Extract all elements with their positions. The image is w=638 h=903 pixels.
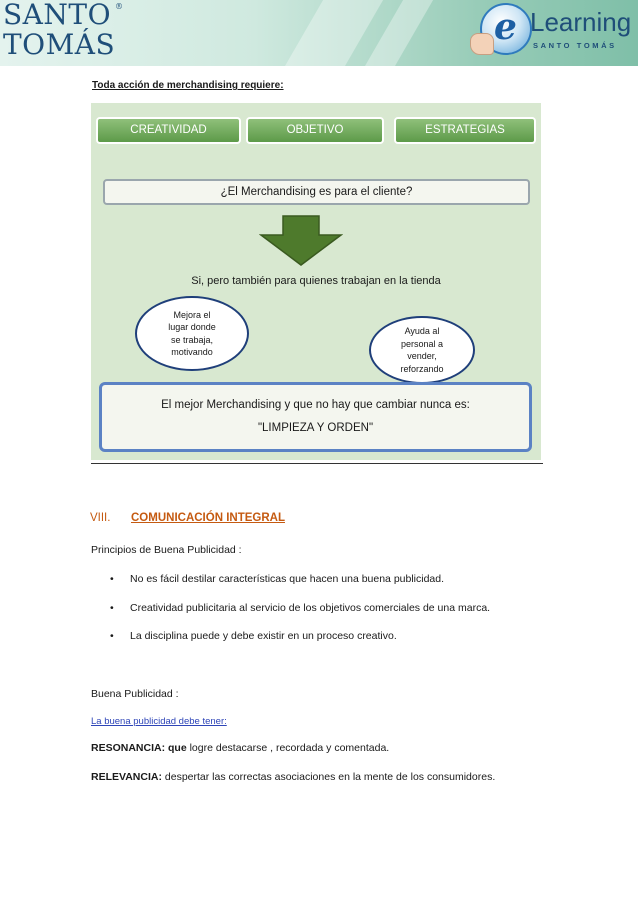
logo-line-1: SANTO: [3, 0, 112, 31]
resonancia-label: RESONANCIA: que: [91, 742, 187, 754]
ellipse-ayuda: [369, 316, 475, 384]
down-arrow-icon: [259, 215, 343, 267]
ellipse-left-line: motivando: [171, 347, 213, 357]
elearning-word: Learning: [530, 7, 632, 37]
ellipse-left-line: Mejora el: [173, 309, 211, 320]
elearning-subtitle: SANTO TOMÁS: [533, 41, 617, 50]
bullet-symbol: •: [110, 630, 114, 642]
ellipse-right-line: Ayuda al: [404, 326, 440, 336]
ellipse-right-line: vender,: [407, 351, 437, 361]
principles-heading: Principios de Buena Publicidad :: [91, 544, 242, 556]
ellipse-mejora: [135, 296, 249, 371]
footer-line-1: El mejor Merchandising y que no hay que cambiar nunca es:: [161, 399, 470, 411]
bullet-item: La disciplina puede y debe existir en un proceso creativo.: [130, 630, 397, 642]
limpieza-orden-box: [99, 382, 532, 452]
merchandising-diagram: [91, 103, 541, 460]
section-title: COMUNICACIÓN INTEGRAL: [131, 512, 285, 524]
e-letter: e: [494, 6, 517, 48]
ellipse-right-line: reforzando: [400, 363, 444, 374]
bullet-item: Creatividad publicitaria al servicio de los objetivos comerciales de una marca.: [130, 602, 491, 614]
resonancia-line: [91, 742, 389, 754]
answer-text: Si, pero también para quienes trabajan en la tienda: [191, 275, 441, 287]
divider-line: [91, 463, 543, 464]
registered-mark: ®: [115, 2, 123, 11]
question-box: ¿El Merchandising es para el cliente?: [103, 179, 530, 205]
header-banner: [0, 0, 638, 66]
section-number: VIII.: [90, 512, 111, 524]
hand-icon: [470, 33, 494, 55]
bullet-item: No es fácil destilar características que hacen una buena publicidad.: [130, 573, 445, 585]
ellipse-left-line: lugar donde: [168, 322, 216, 332]
good-ad-heading: Buena Publicidad :: [91, 688, 179, 700]
logo-line-2: TOMÁS: [3, 28, 116, 61]
pill-creatividad: CREATIVIDAD: [96, 117, 241, 144]
elearning-logo: [470, 3, 638, 65]
resonancia-text: logre destacarse , recordada y comentada.: [186, 742, 390, 754]
good-ad-link[interactable]: La buena publicidad debe tener:: [91, 716, 227, 727]
relevancia-line: [91, 771, 495, 783]
footer-line-2: "LIMPIEZA Y ORDEN": [257, 422, 374, 434]
pill-estrategias: ESTRATEGIAS: [394, 117, 536, 144]
bullet-symbol: •: [110, 602, 114, 614]
pill-objetivo: OBJETIVO: [246, 117, 384, 144]
relevancia-text: despertar las correctas asociaciones en la mente de los consumidores.: [161, 771, 496, 783]
ellipse-right-line: personal a: [400, 338, 444, 349]
ellipse-left-line: se trabaja,: [170, 334, 213, 345]
santo-tomas-logo: [3, 0, 133, 66]
bullet-symbol: •: [110, 573, 114, 585]
intro-text: Toda acción de merchandising requiere:: [92, 80, 284, 91]
relevancia-label: RELEVANCIA:: [91, 771, 162, 783]
